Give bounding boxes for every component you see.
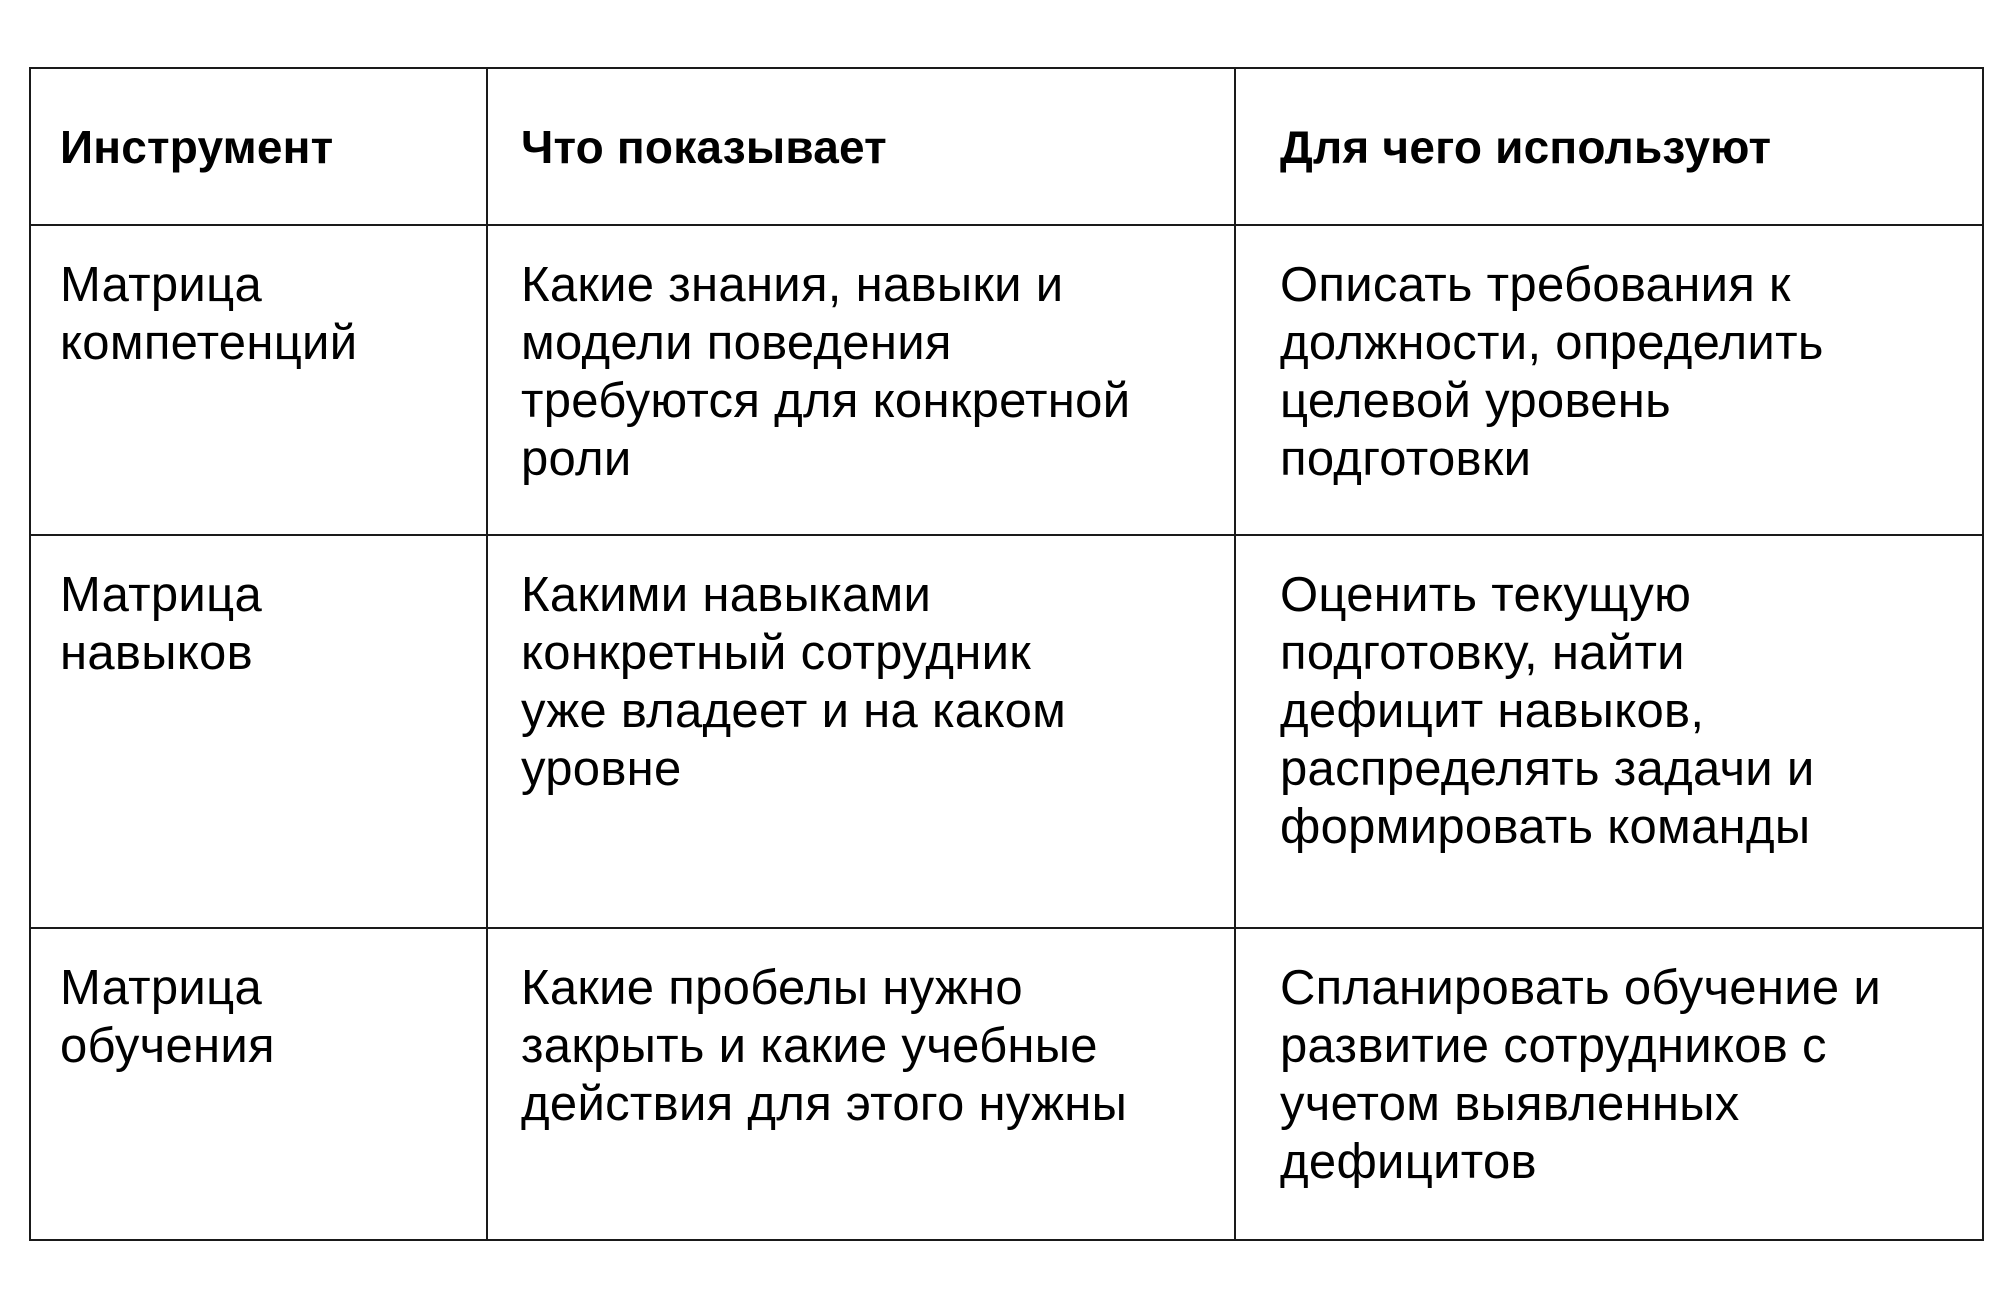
matrix-comparison-table bbox=[29, 67, 1984, 1241]
cell-tool bbox=[30, 225, 487, 535]
cell-line: развитие сотрудников с bbox=[1280, 1019, 1827, 1073]
header-purpose: Для чего используют bbox=[1235, 68, 1983, 225]
cell-tool bbox=[30, 535, 487, 928]
cell-line: целевой уровень bbox=[1280, 374, 1671, 428]
cell-line: Матрица bbox=[60, 258, 263, 312]
cell-line: закрыть и какие учебные bbox=[521, 1019, 1098, 1073]
cell-line: Матрица bbox=[60, 961, 263, 1015]
cell-line: уровне bbox=[521, 742, 682, 796]
table-row bbox=[30, 225, 1983, 535]
cell-shows bbox=[487, 225, 1235, 535]
cell-line: подготовки bbox=[1280, 432, 1532, 486]
cell-line: дефицитов bbox=[1280, 1135, 1537, 1189]
cell-purpose bbox=[1235, 225, 1983, 535]
cell-line: роли bbox=[521, 432, 632, 486]
cell-line: дефицит навыков, bbox=[1280, 684, 1705, 738]
cell-line: Описать требования к bbox=[1280, 258, 1791, 312]
cell-purpose bbox=[1235, 928, 1983, 1240]
cell-shows bbox=[487, 928, 1235, 1240]
table-row bbox=[30, 928, 1983, 1240]
cell-line: Спланировать обучение и bbox=[1280, 961, 1882, 1015]
header-tool: Инструмент bbox=[30, 68, 487, 225]
cell-line: навыков bbox=[60, 626, 253, 680]
cell-line: учетом выявленных bbox=[1280, 1077, 1740, 1131]
cell-line: действия для этого нужны bbox=[521, 1077, 1128, 1131]
cell-line: подготовку, найти bbox=[1280, 626, 1685, 680]
cell-line: уже владеет и на каком bbox=[521, 684, 1067, 738]
cell-purpose bbox=[1235, 535, 1983, 928]
cell-tool bbox=[30, 928, 487, 1240]
cell-line: Оценить текущую bbox=[1280, 568, 1692, 622]
table-row bbox=[30, 535, 1983, 928]
cell-line: конкретный сотрудник bbox=[521, 626, 1032, 680]
header-shows: Что показывает bbox=[487, 68, 1235, 225]
cell-line: распределять задачи и bbox=[1280, 742, 1815, 796]
cell-line: Какие знания, навыки и bbox=[521, 258, 1064, 312]
cell-line: Какие пробелы нужно bbox=[521, 961, 1023, 1015]
cell-line: Матрица bbox=[60, 568, 263, 622]
cell-line: формировать команды bbox=[1280, 800, 1811, 854]
cell-line: должности, определить bbox=[1280, 316, 1824, 370]
table-header bbox=[30, 68, 1983, 225]
cell-line: модели поведения bbox=[521, 316, 952, 370]
table-body bbox=[30, 225, 1983, 1240]
cell-line: Какими навыками bbox=[521, 568, 932, 622]
header-row bbox=[30, 68, 1983, 225]
cell-line: обучения bbox=[60, 1019, 275, 1073]
cell-line: компетенций bbox=[60, 316, 358, 370]
cell-line: требуются для конкретной bbox=[521, 374, 1131, 428]
cell-shows bbox=[487, 535, 1235, 928]
